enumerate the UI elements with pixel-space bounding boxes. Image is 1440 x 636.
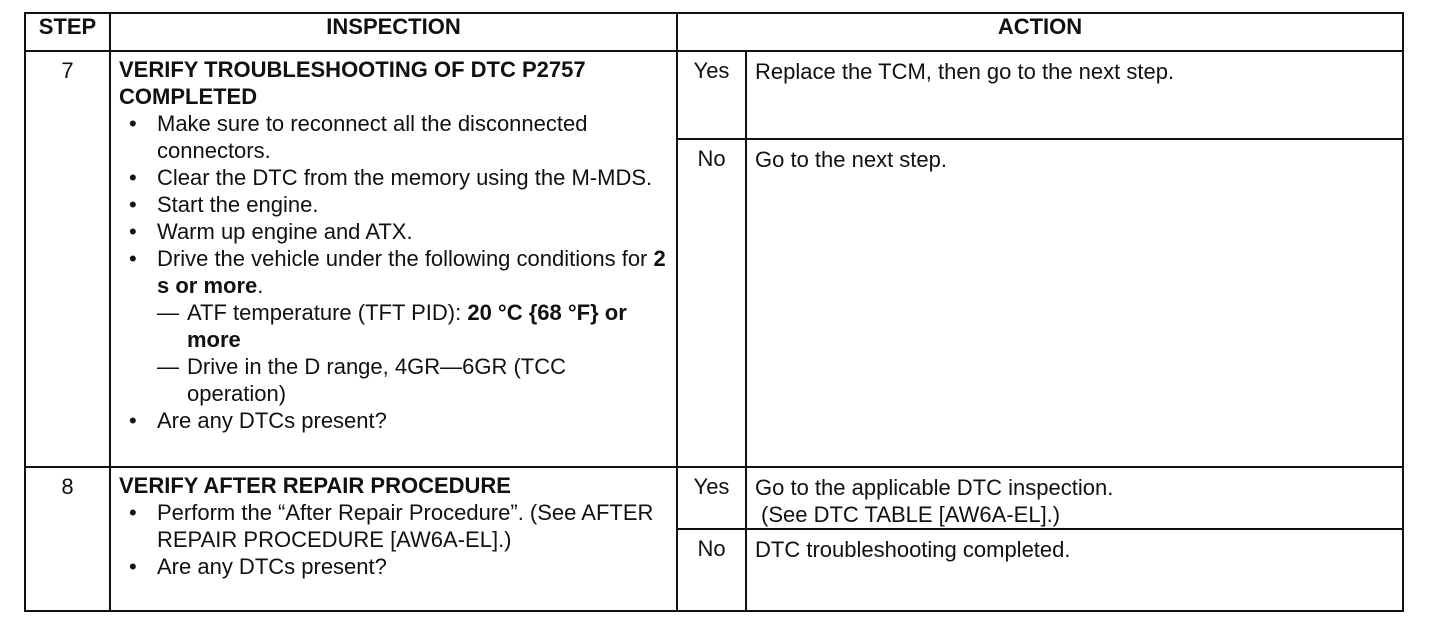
inspection-title: VERIFY TROUBLESHOOTING OF DTC P2757 COMPLETED (119, 57, 586, 109)
header-action: ACTION (677, 13, 1403, 51)
list-item: • Are any DTCs present? (119, 407, 668, 434)
header-step: STEP (25, 13, 110, 51)
list-item: • Perform the “After Repair Procedure”. (See AFTER REPAIR PROCEDURE [AW6A-EL].) (119, 499, 668, 553)
yes-label: Yes (677, 51, 746, 139)
inspection-bullets (119, 110, 668, 434)
no-label: No (677, 529, 746, 611)
no-action: DTC troubleshooting completed. (746, 529, 1403, 611)
inspection-cell (110, 51, 677, 467)
step-7-yes-row (25, 51, 1403, 139)
step-number: 8 (25, 467, 110, 611)
yes-action: Go to the applicable DTC inspection. (See DTC TABLE [AW6A-EL].) (746, 467, 1403, 529)
list-item: • Clear the DTC from the memory using the M-MDS. (119, 164, 668, 191)
troubleshooting-table (24, 12, 1404, 612)
header-row (25, 13, 1403, 51)
header-inspection: INSPECTION (110, 13, 677, 51)
inspection-title: VERIFY AFTER REPAIR PROCEDURE (119, 473, 511, 498)
inspection-cell (110, 467, 677, 611)
list-item: • Warm up engine and ATX. (119, 218, 668, 245)
no-label: No (677, 139, 746, 467)
yes-action: Replace the TCM, then go to the next step. (746, 51, 1403, 139)
list-item: • Start the engine. (119, 191, 668, 218)
step-8-yes-row (25, 467, 1403, 529)
sub-condition: — ATF temperature (TFT PID): 20 °C {68 °F} or more (157, 300, 627, 352)
step-number: 7 (25, 51, 110, 467)
list-item: • Make sure to reconnect all the disconnected connectors. (119, 110, 668, 164)
inspection-bullets (119, 499, 668, 580)
list-item: • Drive the vehicle under the following conditions for 2 s or more. — ATF temperature (TFT PID): 20 °C {68 °F} or more — Drive in the D range, 4GR—6GR (TCC operation) (119, 245, 668, 407)
sub-condition: — Drive in the D range, 4GR—6GR (TCC operation) (157, 354, 566, 406)
yes-label: Yes (677, 467, 746, 529)
no-action: Go to the next step. (746, 139, 1403, 467)
list-item: • Are any DTCs present? (119, 553, 668, 580)
